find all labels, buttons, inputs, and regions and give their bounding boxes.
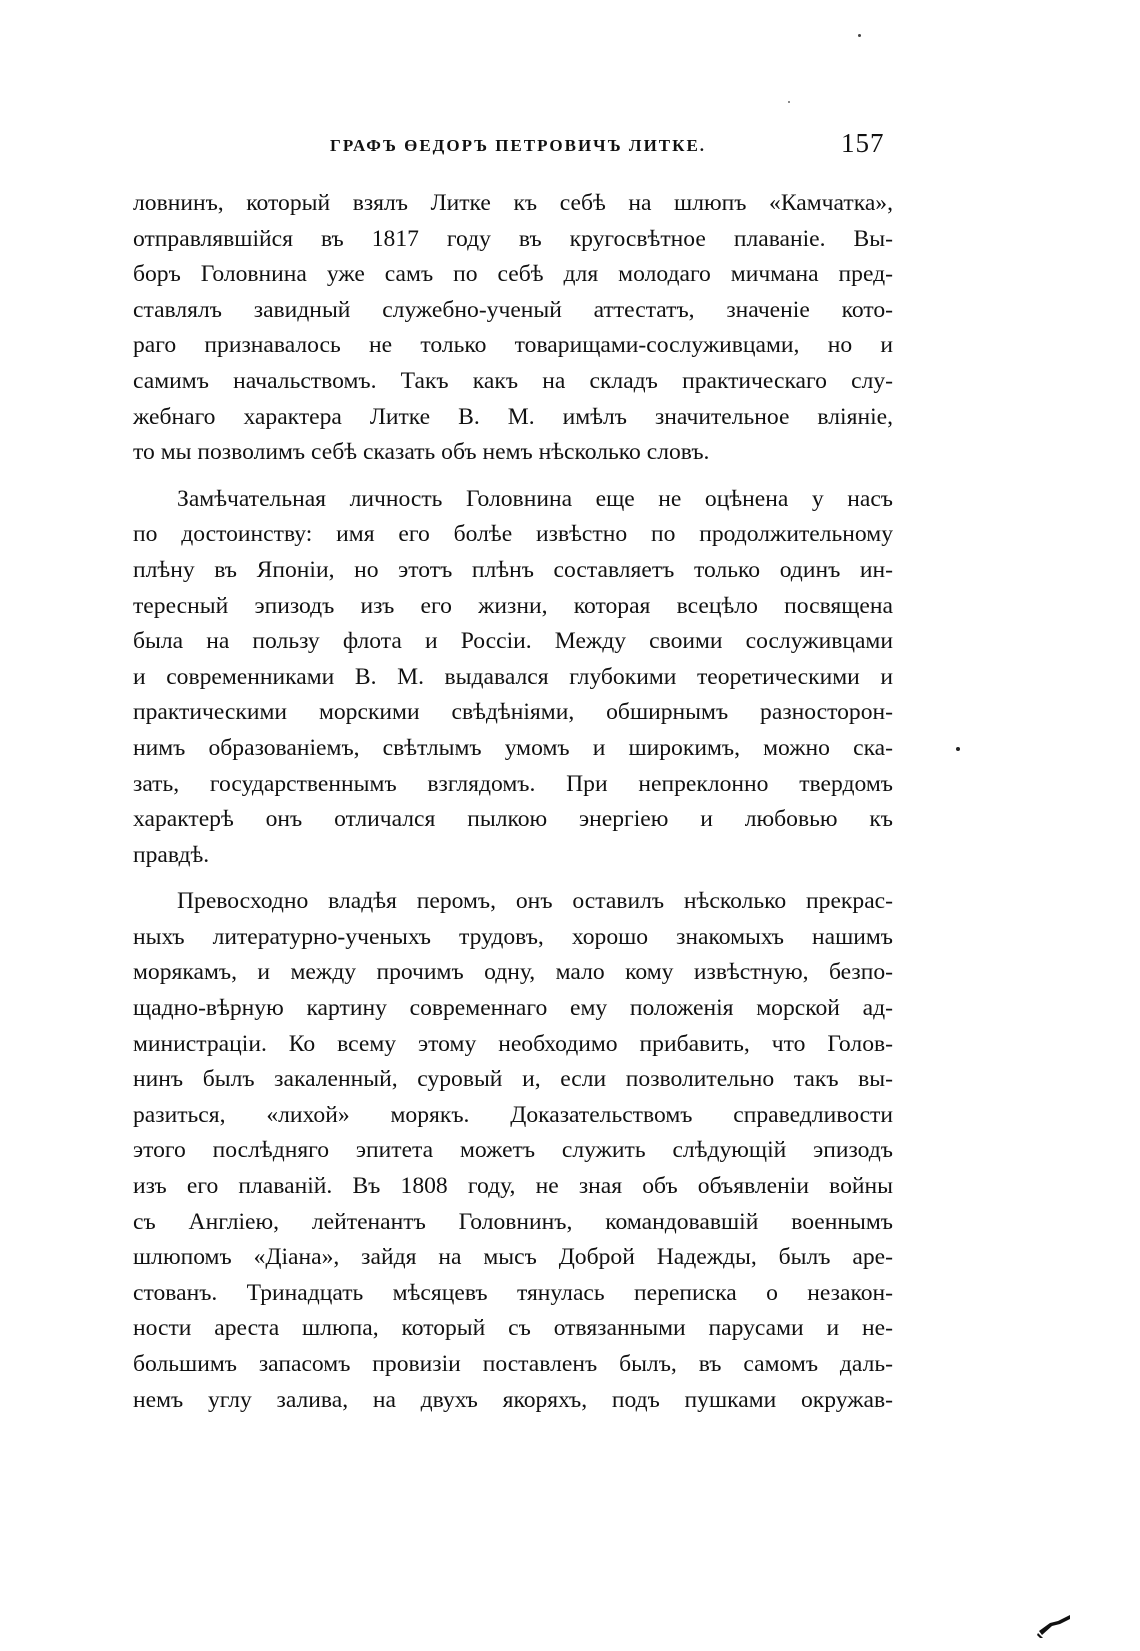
text-line: зать, государственнымъ взглядомъ. При непреклонно твердомъ xyxy=(133,770,893,797)
paragraph-gap xyxy=(133,471,893,482)
text-line: то мы позволимъ себѣ сказать объ немъ нѣсколько словъ. xyxy=(133,439,710,466)
text-line: этого послѣдняго эпитета можетъ служить слѣдующій эпизодъ xyxy=(133,1137,893,1164)
text-line: плѣну въ Японіи, но этотъ плѣнъ составляетъ только одинъ ин- xyxy=(133,556,893,583)
text-line: ности ареста шлюпа, который съ отвязанными парусами и не- xyxy=(133,1315,893,1342)
page-corner-mark-icon xyxy=(1036,1611,1072,1639)
text-line: была на пользу флота и Россіи. Между своими сослуживцами xyxy=(133,628,893,655)
text-line: тересный эпизодъ изъ его жизни, которая всецѣло посвящена xyxy=(133,592,893,619)
page-number: 157 xyxy=(841,128,885,158)
scan-speck xyxy=(858,34,861,37)
text-line: характерѣ онъ отличался пылкою энергіею и любовью къ xyxy=(133,806,893,833)
text-line: съ Англіею, лейтенантъ Головнинъ, командовавшій военнымъ xyxy=(133,1208,893,1235)
text-line: щадно-вѣрную картину современнаго ему положенія морской ад- xyxy=(133,995,893,1022)
paragraph-gap xyxy=(133,873,893,884)
text-line: ставлялъ завидный служебно-ученый аттестатъ, значеніе кото- xyxy=(133,296,893,323)
text-line: ныхъ литературно-ученыхъ трудовъ, хорошо знакомыхъ нашимъ xyxy=(133,923,893,950)
text-line: нинъ былъ закаленный, суровый и, если позволительно такъ вы- xyxy=(133,1066,893,1093)
text-line: по достоинству: имя его болѣе извѣстно по продолжительному xyxy=(133,521,893,548)
text-line: самимъ начальствомъ. Такъ какъ на складъ практическаго слу- xyxy=(133,367,893,394)
scan-speck xyxy=(956,747,960,751)
text-line: раго признавалось не только товарищами-сослуживцами, но и xyxy=(133,332,893,359)
text-line: правдѣ. xyxy=(133,841,210,868)
text-line: практическими морскими свѣдѣніями, обширнымъ разносторон- xyxy=(133,699,893,726)
text-line: Превосходно владѣя перомъ, онъ оставилъ нѣсколько прекрас- xyxy=(177,888,893,915)
body-text xyxy=(133,186,893,1418)
running-head xyxy=(0,128,1140,164)
text-line: боръ Головнина уже самъ по себѣ для молодаго мичмана пред- xyxy=(133,261,893,288)
text-line: разиться, «лихой» морякъ. Доказательствомъ справедливости xyxy=(133,1101,893,1128)
text-line: ловнинъ, который взялъ Литке къ себѣ на шлюпъ «Камчатка», xyxy=(133,190,893,216)
text-line: Замѣчательная личность Головнина еще не оцѣнена у насъ xyxy=(177,485,893,512)
paragraph xyxy=(133,482,893,874)
scan-speck xyxy=(788,101,790,103)
text-line: и современниками В. М. выдавался глубокими теоретическими и xyxy=(133,663,893,690)
paragraph xyxy=(133,186,893,471)
text-line: нимъ образованіемъ, свѣтлымъ умомъ и широкимъ, можно ска- xyxy=(133,734,893,761)
text-line: морякамъ, и между прочимъ одну, мало кому извѣстную, безпо- xyxy=(133,959,893,986)
paragraph xyxy=(133,884,893,1418)
text-line: изъ его плаваній. Въ 1808 году, не зная объ объявленіи войны xyxy=(133,1173,893,1200)
text-line: шлюпомъ «Діана», зайдя на мысъ Доброй Надежды, былъ аре- xyxy=(133,1244,893,1271)
text-line: отправлявшійся въ 1817 году въ кругосвѣтное плаваніе. Вы- xyxy=(133,225,893,252)
text-line: большимъ запасомъ провизіи поставленъ былъ, въ самомъ даль- xyxy=(133,1351,893,1377)
text-line: жебнаго характера Литке В. М. имѣлъ значительное вліяніе, xyxy=(133,403,893,430)
running-title: ГРАФЪ ӨЕДОРЪ ПЕТРОВИЧЪ ЛИТКЕ. xyxy=(330,136,707,155)
text-line: министраціи. Ко всему этому необходимо прибавить, что Голов- xyxy=(133,1030,893,1057)
text-line: немъ углу залива, на двухъ якоряхъ, подъ пушками окружав- xyxy=(133,1386,893,1413)
text-line: стованъ. Тринадцать мѣсяцевъ тянулась переписка о незакон- xyxy=(133,1279,893,1306)
